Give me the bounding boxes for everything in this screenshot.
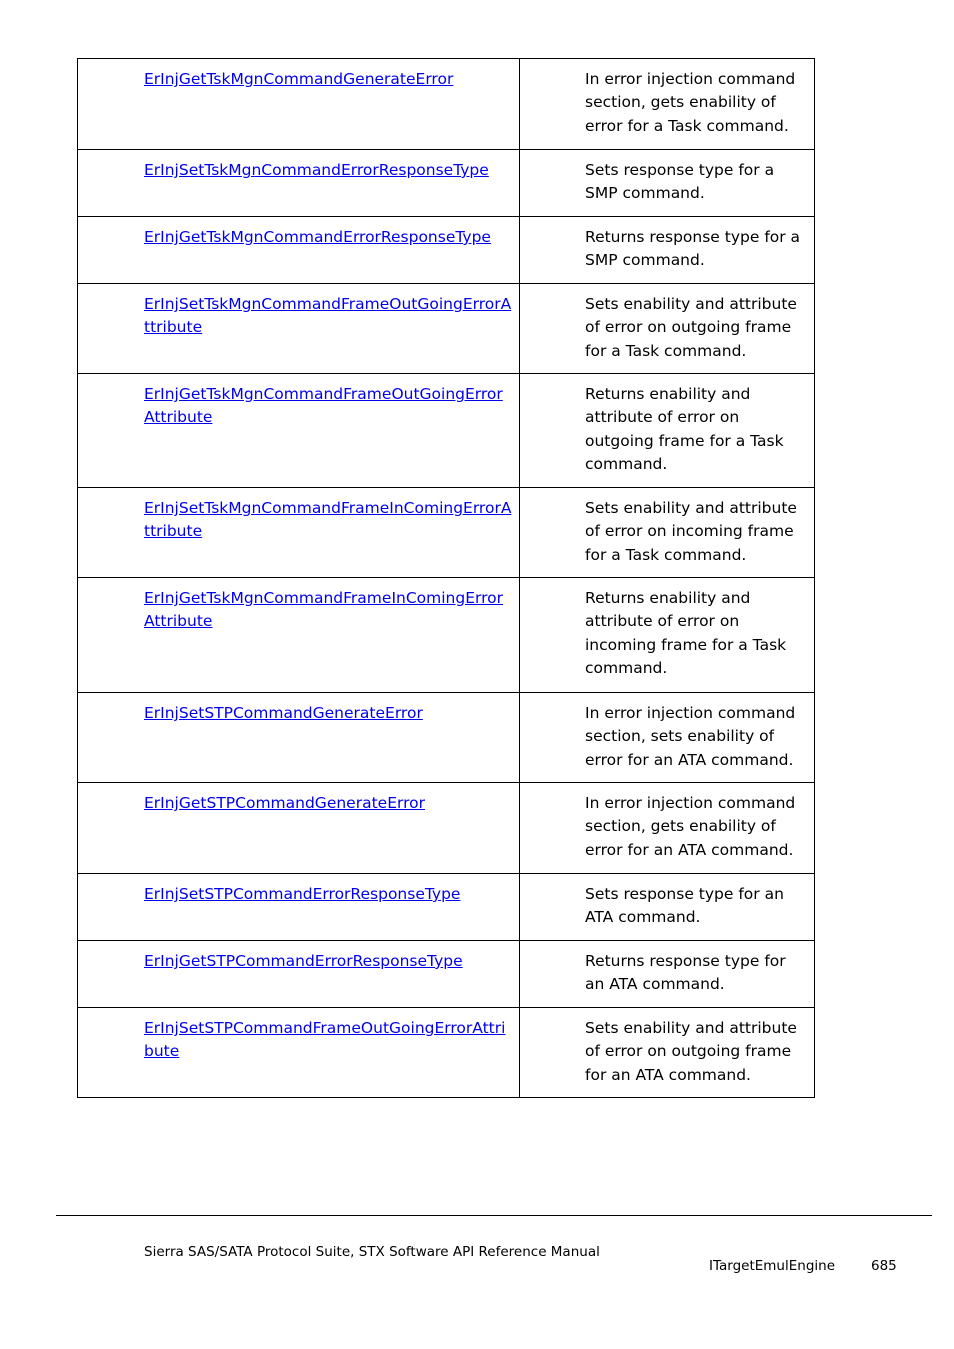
footer-manual-title: Sierra SAS/SATA Protocol Suite, STX Software API Reference Manual <box>144 1244 600 1260</box>
method-description: In error injection command section, gets enability of error for an ATA command. <box>520 783 815 874</box>
method-link[interactable]: ErInjSetSTPCommandGenerateError <box>144 704 423 722</box>
method-name-cell <box>78 874 520 941</box>
method-description: In error injection command section, gets enability of error for a Task command. <box>520 59 815 150</box>
method-name-cell <box>78 578 520 693</box>
method-name-cell <box>78 941 520 1008</box>
table-row <box>78 941 815 1008</box>
method-link[interactable]: ErInjSetTskMgnCommandErrorResponseType <box>144 161 489 179</box>
method-link[interactable]: ErInjGetTskMgnCommandGenerateError <box>144 70 454 88</box>
method-description: Sets enability and attribute of error on incoming frame for a Task command. <box>520 488 815 578</box>
footer-page-number: 685 <box>871 1258 897 1274</box>
method-name-cell <box>78 783 520 874</box>
method-description: Returns enability and attribute of error on incoming frame for a Task command. <box>520 578 815 693</box>
method-link[interactable]: ErInjGetTskMgnCommandFrameOutGoingErrorAttribute <box>144 385 503 427</box>
footer-section-name: ITargetEmulEngine <box>709 1258 836 1274</box>
method-link[interactable]: ErInjSetTskMgnCommandFrameOutGoingErrorAttribute <box>144 295 512 337</box>
method-link[interactable]: ErInjSetTskMgnCommandFrameInComingErrorAttribute <box>144 499 512 541</box>
method-name-cell <box>78 693 520 783</box>
method-description: Returns response type for an ATA command. <box>520 941 815 1008</box>
method-description: In error injection command section, sets enability of error for an ATA command. <box>520 693 815 783</box>
method-description: Sets enability and attribute of error on outgoing frame for a Task command. <box>520 284 815 374</box>
table-row <box>78 374 815 488</box>
method-name-cell <box>78 150 520 217</box>
method-link[interactable]: ErInjGetSTPCommandGenerateError <box>144 794 425 812</box>
method-link[interactable]: ErInjSetSTPCommandFrameOutGoingErrorAttribute <box>144 1019 506 1061</box>
method-name-cell <box>78 284 520 374</box>
table-row <box>78 59 815 150</box>
footer-divider <box>56 1215 932 1216</box>
method-name-cell <box>78 374 520 488</box>
method-description: Sets response type for a SMP command. <box>520 150 815 217</box>
table-row <box>78 874 815 941</box>
method-description: Sets enability and attribute of error on outgoing frame for an ATA command. <box>520 1008 815 1098</box>
method-name-cell <box>78 217 520 284</box>
method-name-cell <box>78 488 520 578</box>
method-description: Returns response type for a SMP command. <box>520 217 815 284</box>
table-row <box>78 217 815 284</box>
table-row <box>78 150 815 217</box>
method-link[interactable]: ErInjGetTskMgnCommandFrameInComingErrorAttribute <box>144 589 503 631</box>
table-row <box>78 693 815 783</box>
api-method-table <box>77 58 815 1098</box>
method-link[interactable]: ErInjSetSTPCommandErrorResponseType <box>144 885 461 903</box>
table-row <box>78 578 815 693</box>
table-row <box>78 783 815 874</box>
method-description: Sets response type for an ATA command. <box>520 874 815 941</box>
method-link[interactable]: ErInjGetSTPCommandErrorResponseType <box>144 952 463 970</box>
table-row <box>78 284 815 374</box>
method-link[interactable]: ErInjGetTskMgnCommandErrorResponseType <box>144 228 491 246</box>
method-name-cell <box>78 59 520 150</box>
method-name-cell <box>78 1008 520 1098</box>
table-row <box>78 1008 815 1098</box>
table-row <box>78 488 815 578</box>
method-description: Returns enability and attribute of error on outgoing frame for a Task command. <box>520 374 815 488</box>
